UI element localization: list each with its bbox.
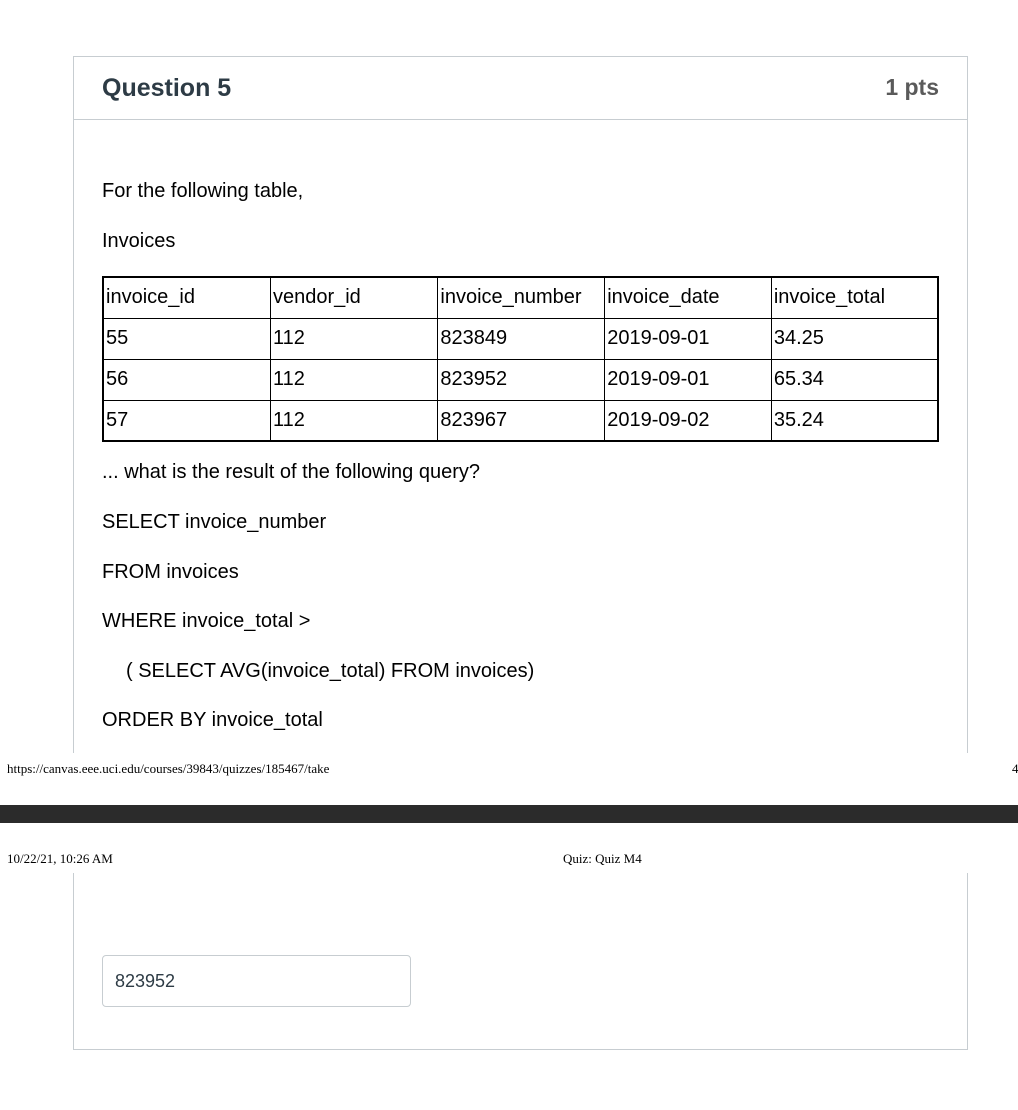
page-break-bar bbox=[0, 805, 1018, 823]
query-line: ( SELECT AVG(invoice_total) FROM invoices) bbox=[126, 660, 535, 682]
column-header: invoice_total bbox=[771, 277, 938, 318]
table-cell: 823849 bbox=[438, 318, 605, 359]
print-header-title: Quiz: Quiz M4 bbox=[563, 851, 642, 866]
table-row bbox=[103, 359, 938, 400]
table-cell: 823952 bbox=[438, 359, 605, 400]
table-cell: 34.25 bbox=[771, 318, 938, 359]
print-footer-url: https://canvas.eee.uci.edu/courses/39843/quizzes/185467/take bbox=[7, 761, 330, 776]
question-card-continued bbox=[73, 873, 968, 1050]
table-cell: 2019-09-02 bbox=[605, 400, 772, 441]
answer-input[interactable] bbox=[102, 955, 411, 1007]
table-cell: 112 bbox=[270, 318, 437, 359]
table-caption: Invoices bbox=[102, 230, 176, 252]
column-header: invoice_number bbox=[438, 277, 605, 318]
query-line: ORDER BY invoice_total bbox=[102, 709, 323, 731]
table-cell: 2019-09-01 bbox=[605, 318, 772, 359]
table-cell: 56 bbox=[103, 359, 270, 400]
table-cell: 55 bbox=[103, 318, 270, 359]
table-cell: 65.34 bbox=[771, 359, 938, 400]
column-header: invoice_id bbox=[103, 277, 270, 318]
print-page-number: 4 bbox=[1012, 761, 1018, 776]
question-intro: For the following table, bbox=[102, 180, 304, 202]
query-line: SELECT invoice_number bbox=[102, 511, 327, 533]
question-card bbox=[73, 56, 968, 753]
invoices-table bbox=[102, 276, 939, 442]
table-cell: 112 bbox=[270, 359, 437, 400]
column-header: invoice_date bbox=[605, 277, 772, 318]
print-header-datetime: 10/22/21, 10:26 AM bbox=[7, 851, 113, 866]
table-row bbox=[103, 318, 938, 359]
question-prompt: ... what is the result of the following query? bbox=[102, 461, 480, 483]
table-cell: 2019-09-01 bbox=[605, 359, 772, 400]
question-header bbox=[74, 57, 967, 120]
query-line: WHERE invoice_total > bbox=[102, 610, 311, 632]
query-line: FROM invoices bbox=[102, 561, 239, 583]
table-cell: 57 bbox=[103, 400, 270, 441]
table-row bbox=[103, 400, 938, 441]
question-points: 1 pts bbox=[885, 74, 939, 100]
table-cell: 35.24 bbox=[771, 400, 938, 441]
table-cell: 112 bbox=[270, 400, 437, 441]
table-header-row bbox=[103, 277, 938, 318]
column-header: vendor_id bbox=[270, 277, 437, 318]
table-cell: 823967 bbox=[438, 400, 605, 441]
question-title: Question 5 bbox=[102, 74, 232, 102]
